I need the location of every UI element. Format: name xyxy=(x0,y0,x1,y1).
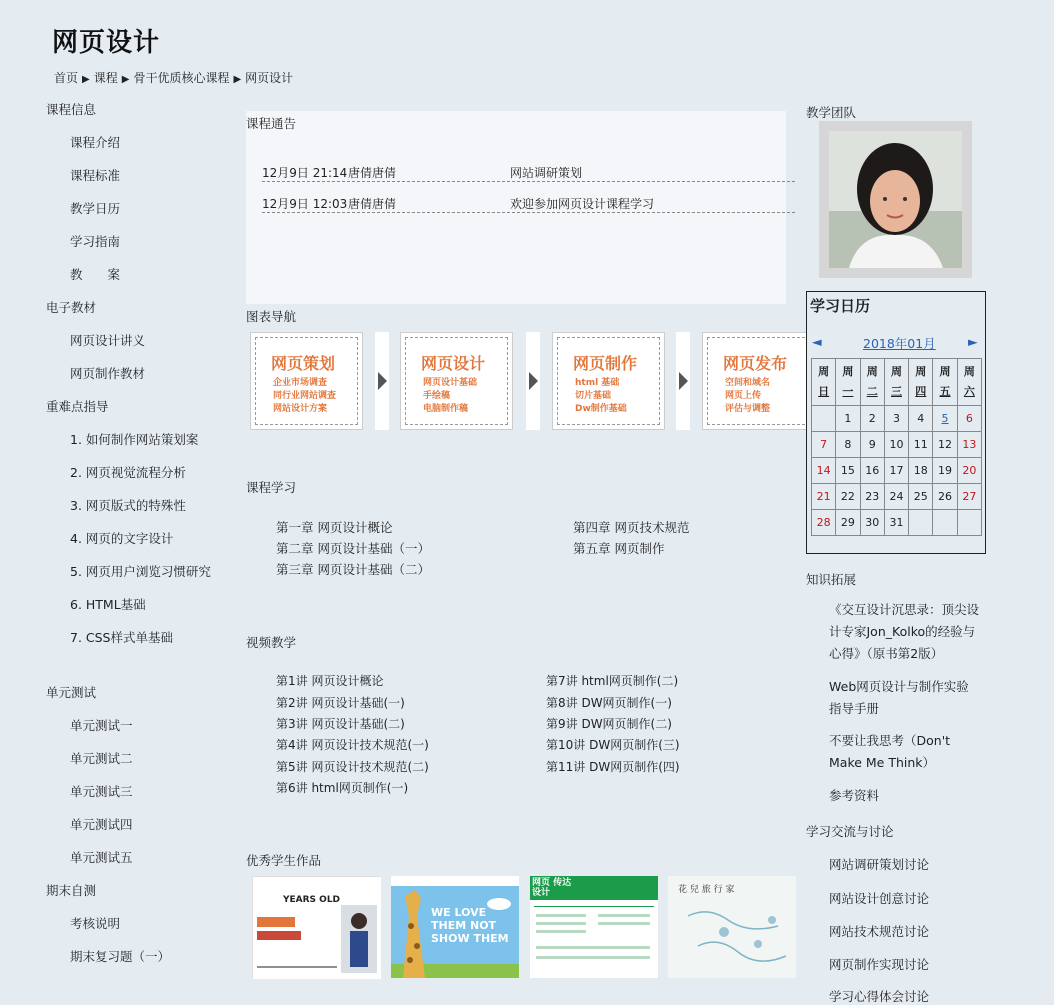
nav-item-unit-test[interactable]: 单元测试四 xyxy=(70,817,133,832)
nav-item-keypoint[interactable]: 4. 网页的文字设计 xyxy=(70,531,174,546)
nav-item-teaching-calendar[interactable]: 教学日历 xyxy=(70,201,121,216)
video-link[interactable]: 第3讲 网页设计基础(二) xyxy=(276,717,405,731)
breadcrumb xyxy=(54,69,293,86)
video-link[interactable]: 第9讲 DW网页制作(二) xyxy=(546,717,672,731)
knowledge-link[interactable]: Web网页设计与制作实验指导手册 xyxy=(829,679,969,716)
calendar-day: 16 xyxy=(860,458,884,484)
calendar-weekday: 周 三 xyxy=(884,359,908,406)
nav-card-title: 网页发布 xyxy=(723,354,788,373)
nav-item-study-guide[interactable]: 学习指南 xyxy=(70,234,121,249)
nav-card-design[interactable] xyxy=(400,332,513,430)
chapter-link[interactable]: 第五章 网页制作 xyxy=(573,541,665,556)
nav-item-review-questions[interactable]: 期末复习题（一） xyxy=(70,949,171,964)
breadcrumb-core-course[interactable]: 骨干优质核心课程 xyxy=(133,71,230,85)
breadcrumb-course[interactable]: 课程 xyxy=(93,71,118,85)
calendar-day: 22 xyxy=(836,484,860,510)
video-link[interactable]: 第11讲 DW网页制作(四) xyxy=(546,760,680,774)
nav-item-keypoint[interactable]: 7. CSS样式单基础 xyxy=(70,630,173,645)
calendar-day: 18 xyxy=(909,458,933,484)
calendar-day: 25 xyxy=(909,484,933,510)
chapter-link[interactable]: 第四章 网页技术规范 xyxy=(573,520,690,535)
notice-title: 课程通告 xyxy=(246,116,297,131)
team-title: 教学团队 xyxy=(806,105,857,120)
course-notice-panel xyxy=(246,111,786,304)
calendar-day: 17 xyxy=(884,458,908,484)
thumbnail-caption: WE LOVE THEM NOT SHOW THEM xyxy=(431,906,509,945)
nav-item-keypoint[interactable]: 3. 网页版式的特殊性 xyxy=(70,498,186,513)
calendar-grid xyxy=(811,358,982,536)
section-final-test: 期末自测 xyxy=(46,883,97,898)
nav-item-unit-test[interactable]: 单元测试五 xyxy=(70,850,133,865)
calendar-day: 2 xyxy=(860,406,884,432)
teacher-photo-frame xyxy=(819,121,972,278)
calendar-day: 20 xyxy=(957,458,981,484)
calendar-day: 24 xyxy=(884,484,908,510)
chapter-link[interactable]: 第一章 网页设计概论 xyxy=(276,520,393,535)
notice-subject[interactable]: 网站调研策划 xyxy=(510,166,583,180)
section-course-info: 课程信息 xyxy=(46,102,97,117)
knowledge-link[interactable]: 不要让我思考（Don't Make Me Think） xyxy=(829,733,951,770)
calendar-day: 23 xyxy=(860,484,884,510)
breadcrumb-current[interactable]: 网页设计 xyxy=(245,71,294,85)
calendar-day: 26 xyxy=(933,484,957,510)
breadcrumb-separator-icon: ▶ xyxy=(82,74,90,85)
work-thumbnail[interactable] xyxy=(530,876,658,978)
work-thumbnail[interactable] xyxy=(391,876,519,978)
nav-item-keypoint[interactable]: 6. HTML基础 xyxy=(70,597,146,612)
knowledge-link[interactable]: 《交互设计沉思录：顶尖设计专家Jon_Kolko的经验与心得》（原书第2版） xyxy=(829,602,980,661)
nav-item-lecture-notes[interactable]: 网页设计讲义 xyxy=(70,333,146,348)
arrow-right-icon xyxy=(676,332,690,430)
svg-text:花 兒 旅 行 家: 花 兒 旅 行 家 xyxy=(678,885,735,895)
discussion-link[interactable]: 网页制作实现讨论 xyxy=(829,957,930,972)
calendar-day xyxy=(933,510,957,536)
calendar-day: 8 xyxy=(836,432,860,458)
video-link[interactable]: 第5讲 网页设计技术规范(二) xyxy=(276,760,429,774)
nav-card-lines: 空间和域名 网页上传 评估与调整 xyxy=(725,378,771,414)
calendar-day: 31 xyxy=(884,510,908,536)
calendar-title: 学习日历 xyxy=(810,297,871,315)
calendar-day: 7 xyxy=(812,432,836,458)
chart-nav-title: 图表导航 xyxy=(246,309,297,324)
calendar-day: 30 xyxy=(860,510,884,536)
calendar-day: 4 xyxy=(909,406,933,432)
nav-item-keypoint[interactable]: 5. 网页用户浏览习惯研究 xyxy=(70,564,211,579)
video-link[interactable]: 第8讲 DW网页制作(一) xyxy=(546,696,672,710)
notice-row[interactable] xyxy=(262,151,795,182)
calendar-week xyxy=(812,432,982,458)
calendar-day: 19 xyxy=(933,458,957,484)
breadcrumb-home[interactable]: 首页 xyxy=(54,71,79,85)
calendar-day: 14 xyxy=(812,458,836,484)
calendar-prev-icon[interactable]: ◄ xyxy=(812,334,822,349)
video-title: 视频教学 xyxy=(246,635,297,650)
section-keypoints: 重难点指导 xyxy=(46,399,109,414)
calendar-week xyxy=(812,406,982,432)
study-calendar xyxy=(806,291,986,554)
calendar-day xyxy=(812,406,836,432)
discussion-link[interactable]: 网站设计创意讨论 xyxy=(829,891,930,906)
work-thumbnail[interactable] xyxy=(668,876,796,978)
video-link[interactable]: 第6讲 html网页制作(一) xyxy=(276,781,409,795)
nav-card-production[interactable] xyxy=(552,332,665,430)
nav-item-unit-test[interactable]: 单元测试一 xyxy=(70,718,133,733)
left-sidebar xyxy=(46,100,236,980)
nav-card-lines: html 基础 切片基础 Dw制作基础 xyxy=(575,378,627,414)
nav-item-keypoint[interactable]: 2. 网页视觉流程分析 xyxy=(70,465,186,480)
calendar-day[interactable]: 5 xyxy=(933,406,957,432)
video-link[interactable]: 第10讲 DW网页制作(三) xyxy=(546,738,680,752)
video-link[interactable]: 第4讲 网页设计技术规范(一) xyxy=(276,738,429,752)
calendar-weekday: 周 一 xyxy=(836,359,860,406)
calendar-day xyxy=(909,510,933,536)
arrow-right-icon xyxy=(526,332,540,430)
nav-card-lines: 网页设计基础 手绘稿 电脑制作稿 xyxy=(423,378,478,414)
calendar-week xyxy=(812,484,982,510)
notice-author: 唐倩唐倩 xyxy=(348,197,397,211)
nav-card-publish[interactable] xyxy=(702,332,815,430)
nav-card-planning[interactable] xyxy=(250,332,363,430)
calendar-day: 13 xyxy=(957,432,981,458)
thumbnail-caption: 网页 传达设计 xyxy=(532,878,572,898)
works-title: 优秀学生作品 xyxy=(246,853,322,868)
nav-card-title: 网页制作 xyxy=(573,354,638,373)
nav-item-course-intro[interactable]: 课程介绍 xyxy=(70,135,121,150)
calendar-week xyxy=(812,510,982,536)
video-link[interactable]: 第1讲 网页设计概论 xyxy=(276,674,384,688)
knowledge-title: 知识拓展 xyxy=(806,572,857,587)
notice-author: 唐倩唐倩 xyxy=(348,166,397,180)
nav-item-unit-test[interactable]: 单元测试二 xyxy=(70,751,133,766)
notice-time: 12月9日 12:03 xyxy=(262,197,348,211)
nav-card-lines: 企业市场调查 同行业网站调查 网站设计方案 xyxy=(273,378,337,414)
calendar-day: 11 xyxy=(909,432,933,458)
nav-item-exam-info[interactable]: 考核说明 xyxy=(70,916,121,931)
work-thumbnail[interactable] xyxy=(252,876,380,978)
nav-item-course-standard[interactable]: 课程标准 xyxy=(70,168,121,183)
nav-item-textbook[interactable]: 网页制作教材 xyxy=(70,366,146,381)
knowledge-link[interactable]: 参考资料 xyxy=(829,788,880,803)
calendar-day: 27 xyxy=(957,484,981,510)
video-link[interactable]: 第7讲 html网页制作(二) xyxy=(546,674,679,688)
chart-nav-strip xyxy=(246,330,796,430)
nav-item-keypoint[interactable]: 1. 如何制作网站策划案 xyxy=(70,432,199,447)
calendar-day: 10 xyxy=(884,432,908,458)
chapter-link[interactable]: 第二章 网页设计基础（一） xyxy=(276,541,430,556)
arrow-right-icon xyxy=(375,332,389,430)
teacher-photo[interactable] xyxy=(829,131,962,268)
notice-row[interactable] xyxy=(262,182,795,213)
calendar-weekday: 周 五 xyxy=(933,359,957,406)
calendar-next-icon[interactable]: ► xyxy=(968,334,978,349)
section-ebook: 电子教材 xyxy=(46,300,97,315)
nav-item-lesson-plan[interactable]: 教 案 xyxy=(70,267,121,282)
calendar-month-label[interactable]: 2018年01月 xyxy=(863,336,936,351)
section-unit-test: 单元测试 xyxy=(46,685,97,700)
calendar-day: 28 xyxy=(812,510,836,536)
notice-time: 12月9日 21:14 xyxy=(262,166,348,180)
breadcrumb-separator-icon: ▶ xyxy=(233,74,242,85)
nav-item-unit-test[interactable]: 单元测试三 xyxy=(70,784,133,799)
calendar-weekday: 周 二 xyxy=(860,359,884,406)
nav-card-title: 网页策划 xyxy=(271,354,336,373)
page-title: 网页设计 xyxy=(52,28,161,58)
calendar-day: 9 xyxy=(860,432,884,458)
calendar-week xyxy=(812,458,982,484)
discussion-title: 学习交流与讨论 xyxy=(806,824,894,839)
calendar-day: 12 xyxy=(933,432,957,458)
calendar-weekday: 周 六 xyxy=(957,359,981,406)
thumbnail-caption: YEARS OLD xyxy=(283,895,341,905)
video-link[interactable]: 第2讲 网页设计基础(一) xyxy=(276,696,405,710)
calendar-weekday: 周 日 xyxy=(812,359,836,406)
calendar-day: 15 xyxy=(836,458,860,484)
nav-card-title: 网页设计 xyxy=(421,354,486,373)
calendar-day: 3 xyxy=(884,406,908,432)
discussion-link[interactable]: 网站调研策划讨论 xyxy=(829,857,930,872)
calendar-day: 6 xyxy=(957,406,981,432)
chapter-link[interactable]: 第三章 网页设计基础（二） xyxy=(276,562,430,577)
calendar-day xyxy=(957,510,981,536)
calendar-day: 1 xyxy=(836,406,860,432)
calendar-weekday: 周 四 xyxy=(909,359,933,406)
calendar-day: 29 xyxy=(836,510,860,536)
course-study-title: 课程学习 xyxy=(246,480,297,495)
discussion-link[interactable]: 学习心得体会讨论 xyxy=(829,989,930,1004)
calendar-day: 21 xyxy=(812,484,836,510)
notice-subject[interactable]: 欢迎参加网页设计课程学习 xyxy=(510,197,655,211)
breadcrumb-separator-icon: ▶ xyxy=(121,74,130,85)
discussion-link[interactable]: 网站技术规范讨论 xyxy=(829,924,930,939)
